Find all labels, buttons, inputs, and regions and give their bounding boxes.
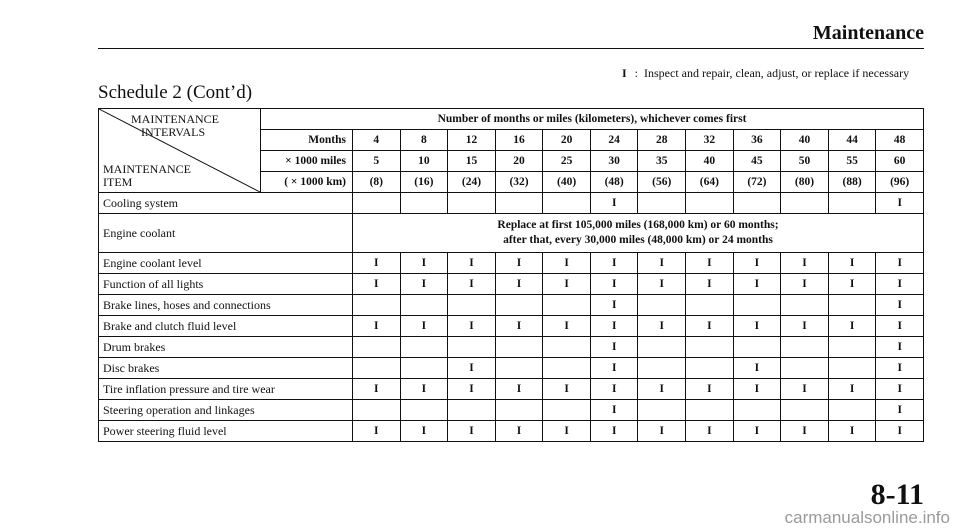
- schedule-cell: [638, 400, 686, 421]
- schedule-cell: I: [353, 421, 401, 442]
- item-name: Engine coolant: [99, 214, 353, 253]
- schedule-cell: I: [448, 274, 496, 295]
- schedule-cell: I: [686, 421, 734, 442]
- section-title: Maintenance: [812, 22, 924, 44]
- schedule-cell: I: [590, 253, 638, 274]
- schedule-cell: I: [733, 421, 781, 442]
- interval-miles-cell: 15: [448, 151, 496, 172]
- label-months: Months: [261, 130, 353, 151]
- schedule-cell: I: [495, 379, 543, 400]
- schedule-cell: I: [448, 316, 496, 337]
- schedule-title: Schedule 2 (Cont’d): [98, 82, 253, 103]
- interval-km-cell: (64): [686, 172, 734, 193]
- schedule-cell: [828, 295, 876, 316]
- interval-km-cell: (72): [733, 172, 781, 193]
- note-line: Replace at first 105,000 miles (168,000 km) or 60 months;: [497, 219, 779, 231]
- interval-miles-cell: 35: [638, 151, 686, 172]
- schedule-cell: I: [781, 274, 829, 295]
- interval-miles-cell: 25: [543, 151, 591, 172]
- item-name: Cooling system: [99, 193, 353, 214]
- schedule-cell: I: [590, 316, 638, 337]
- label-miles: × 1000 miles: [261, 151, 353, 172]
- interval-km-cell: (96): [876, 172, 924, 193]
- schedule-cell: I: [400, 379, 448, 400]
- interval-months-cell: 8: [400, 130, 448, 151]
- schedule-cell: [495, 295, 543, 316]
- schedule-cell: [543, 295, 591, 316]
- interval-months-cell: 48: [876, 130, 924, 151]
- schedule-cell: I: [638, 421, 686, 442]
- schedule-cell: I: [828, 253, 876, 274]
- interval-header: Number of months or miles (kilometers), whichever comes first: [261, 109, 924, 130]
- page-number: 8-11: [870, 478, 924, 511]
- schedule-cell: [448, 400, 496, 421]
- schedule-cell: [686, 295, 734, 316]
- schedule-cell: I: [353, 316, 401, 337]
- interval-months-cell: 20: [543, 130, 591, 151]
- schedule-cell: I: [590, 358, 638, 379]
- schedule-cell: I: [733, 379, 781, 400]
- schedule-cell: [353, 400, 401, 421]
- schedule-cell: [828, 358, 876, 379]
- header-rule: [98, 48, 924, 49]
- schedule-cell: [495, 337, 543, 358]
- schedule-cell: [495, 400, 543, 421]
- schedule-cell: I: [876, 295, 924, 316]
- interval-miles-cell: 45: [733, 151, 781, 172]
- schedule-cell: I: [638, 379, 686, 400]
- corner-header: [99, 109, 261, 193]
- schedule-cell: [686, 337, 734, 358]
- schedule-cell: I: [686, 274, 734, 295]
- schedule-cell: [400, 358, 448, 379]
- table-row: [99, 316, 924, 337]
- item-name: Engine coolant level: [99, 253, 353, 274]
- interval-km-cell: (48): [590, 172, 638, 193]
- schedule-cell: [686, 193, 734, 214]
- schedule-cell: I: [448, 358, 496, 379]
- table-row: [99, 295, 924, 316]
- schedule-cell: [543, 400, 591, 421]
- interval-months-cell: 28: [638, 130, 686, 151]
- interval-km-cell: (16): [400, 172, 448, 193]
- table-row: [99, 379, 924, 400]
- interval-km-cell: (8): [353, 172, 401, 193]
- schedule-cell: [543, 358, 591, 379]
- legend-symbol: I: [622, 66, 627, 80]
- schedule-cell: I: [543, 253, 591, 274]
- table-row: [99, 253, 924, 274]
- schedule-cell: I: [828, 316, 876, 337]
- item-name: Tire inflation pressure and tire wear: [99, 379, 353, 400]
- interval-miles-cell: 55: [828, 151, 876, 172]
- schedule-cell: [781, 358, 829, 379]
- schedule-cell: [400, 193, 448, 214]
- schedule-cell: [353, 337, 401, 358]
- schedule-cell: [495, 193, 543, 214]
- schedule-cell: I: [590, 295, 638, 316]
- schedule-cell: [686, 358, 734, 379]
- legend: [622, 66, 909, 81]
- schedule-cell: I: [495, 421, 543, 442]
- watermark: carmanualsonline.info: [784, 508, 950, 527]
- schedule-cell: [353, 358, 401, 379]
- schedule-cell: [733, 295, 781, 316]
- schedule-cell: I: [686, 316, 734, 337]
- schedule-cell: I: [590, 337, 638, 358]
- schedule-cell: I: [876, 193, 924, 214]
- schedule-cell: I: [638, 253, 686, 274]
- interval-km-cell: (32): [495, 172, 543, 193]
- schedule-cell: [448, 193, 496, 214]
- schedule-cell: I: [448, 379, 496, 400]
- schedule-cell: I: [448, 253, 496, 274]
- schedule-cell: I: [353, 274, 401, 295]
- interval-miles-cell: 30: [590, 151, 638, 172]
- interval-miles-cell: 20: [495, 151, 543, 172]
- schedule-cell: [828, 337, 876, 358]
- schedule-cell: [828, 400, 876, 421]
- schedule-cell: [638, 337, 686, 358]
- schedule-cell: I: [781, 421, 829, 442]
- schedule-cell: [828, 193, 876, 214]
- schedule-cell: I: [400, 316, 448, 337]
- schedule-cell: I: [781, 316, 829, 337]
- note-line: after that, every 30,000 miles (48,000 km) or 24 months: [503, 234, 773, 246]
- schedule-cell: [638, 193, 686, 214]
- schedule-cell: [353, 193, 401, 214]
- schedule-cell: I: [733, 358, 781, 379]
- schedule-cell: I: [781, 379, 829, 400]
- schedule-cell: I: [543, 379, 591, 400]
- interval-months-cell: 44: [828, 130, 876, 151]
- interval-months-cell: 4: [353, 130, 401, 151]
- schedule-cell: [781, 400, 829, 421]
- schedule-cell: I: [876, 337, 924, 358]
- schedule-cell: I: [543, 274, 591, 295]
- corner-intervals-label: MAINTENANCE INTERVALS: [131, 112, 219, 139]
- schedule-cell: I: [543, 316, 591, 337]
- schedule-cell: [400, 295, 448, 316]
- schedule-cell: I: [638, 274, 686, 295]
- item-name: Brake and clutch fluid level: [99, 316, 353, 337]
- interval-km-cell: (40): [543, 172, 591, 193]
- interval-km-cell: (56): [638, 172, 686, 193]
- schedule-cell: I: [876, 316, 924, 337]
- schedule-cell: [400, 400, 448, 421]
- schedule-cell: I: [448, 421, 496, 442]
- interval-miles-cell: 60: [876, 151, 924, 172]
- schedule-cell: [781, 337, 829, 358]
- interval-miles-cell: 50: [781, 151, 829, 172]
- legend-separator: :: [634, 66, 639, 80]
- interval-months-cell: 32: [686, 130, 734, 151]
- item-name: Brake lines, hoses and connections: [99, 295, 353, 316]
- table-row: [99, 358, 924, 379]
- schedule-cell: [781, 193, 829, 214]
- item-name: Disc brakes: [99, 358, 353, 379]
- interval-months-cell: 36: [733, 130, 781, 151]
- schedule-cell: I: [876, 274, 924, 295]
- schedule-cell: [781, 295, 829, 316]
- label-km: ( × 1000 km): [261, 172, 353, 193]
- schedule-cell: I: [686, 379, 734, 400]
- schedule-cell: I: [733, 253, 781, 274]
- legend-text: Inspect and repair, clean, adjust, or replace if necessary: [644, 66, 910, 80]
- item-name: Steering operation and linkages: [99, 400, 353, 421]
- item-name: Drum brakes: [99, 337, 353, 358]
- item-name: Function of all lights: [99, 274, 353, 295]
- schedule-cell: [400, 337, 448, 358]
- table-row: [99, 214, 924, 253]
- schedule-cell: [638, 295, 686, 316]
- schedule-cell: I: [353, 379, 401, 400]
- schedule-cell: [448, 337, 496, 358]
- schedule-cell: I: [495, 316, 543, 337]
- engine-coolant-note: [353, 214, 924, 253]
- schedule-cell: I: [876, 400, 924, 421]
- interval-miles-cell: 5: [353, 151, 401, 172]
- table-row: [99, 421, 924, 442]
- schedule-cell: I: [353, 253, 401, 274]
- schedule-cell: I: [495, 253, 543, 274]
- schedule-cell: I: [686, 253, 734, 274]
- schedule-cell: [543, 193, 591, 214]
- schedule-cell: I: [828, 274, 876, 295]
- schedule-cell: I: [590, 421, 638, 442]
- schedule-cell: I: [876, 421, 924, 442]
- schedule-cell: I: [590, 193, 638, 214]
- schedule-cell: [353, 295, 401, 316]
- schedule-cell: I: [400, 253, 448, 274]
- table-row: [99, 274, 924, 295]
- schedule-cell: I: [876, 253, 924, 274]
- schedule-cell: [448, 295, 496, 316]
- schedule-cell: I: [495, 274, 543, 295]
- schedule-cell: [638, 358, 686, 379]
- schedule-cell: [495, 358, 543, 379]
- schedule-cell: I: [828, 379, 876, 400]
- interval-miles-cell: 10: [400, 151, 448, 172]
- schedule-cell: [733, 337, 781, 358]
- schedule-cell: I: [543, 421, 591, 442]
- schedule-cell: I: [590, 400, 638, 421]
- schedule-cell: I: [733, 274, 781, 295]
- schedule-cell: I: [876, 379, 924, 400]
- header-row-intervals: [99, 109, 924, 130]
- schedule-cell: I: [400, 274, 448, 295]
- item-name: Power steering fluid level: [99, 421, 353, 442]
- schedule-cell: [733, 400, 781, 421]
- interval-km-cell: (80): [781, 172, 829, 193]
- interval-km-cell: (24): [448, 172, 496, 193]
- schedule-cell: I: [638, 316, 686, 337]
- table-row: [99, 193, 924, 214]
- interval-km-cell: (88): [828, 172, 876, 193]
- interval-months-cell: 16: [495, 130, 543, 151]
- corner-item-label: MAINTENANCE ITEM: [103, 162, 191, 189]
- schedule-cell: [733, 193, 781, 214]
- table-row: [99, 337, 924, 358]
- schedule-cell: I: [781, 253, 829, 274]
- schedule-cell: I: [590, 379, 638, 400]
- schedule-cell: I: [590, 274, 638, 295]
- interval-months-cell: 24: [590, 130, 638, 151]
- interval-miles-cell: 40: [686, 151, 734, 172]
- schedule-cell: I: [876, 358, 924, 379]
- schedule-cell: [686, 400, 734, 421]
- schedule-cell: I: [733, 316, 781, 337]
- interval-months-cell: 40: [781, 130, 829, 151]
- schedule-cell: [543, 337, 591, 358]
- maintenance-schedule-table: [98, 108, 924, 442]
- schedule-cell: I: [828, 421, 876, 442]
- interval-months-cell: 12: [448, 130, 496, 151]
- schedule-cell: I: [400, 421, 448, 442]
- table-row: [99, 400, 924, 421]
